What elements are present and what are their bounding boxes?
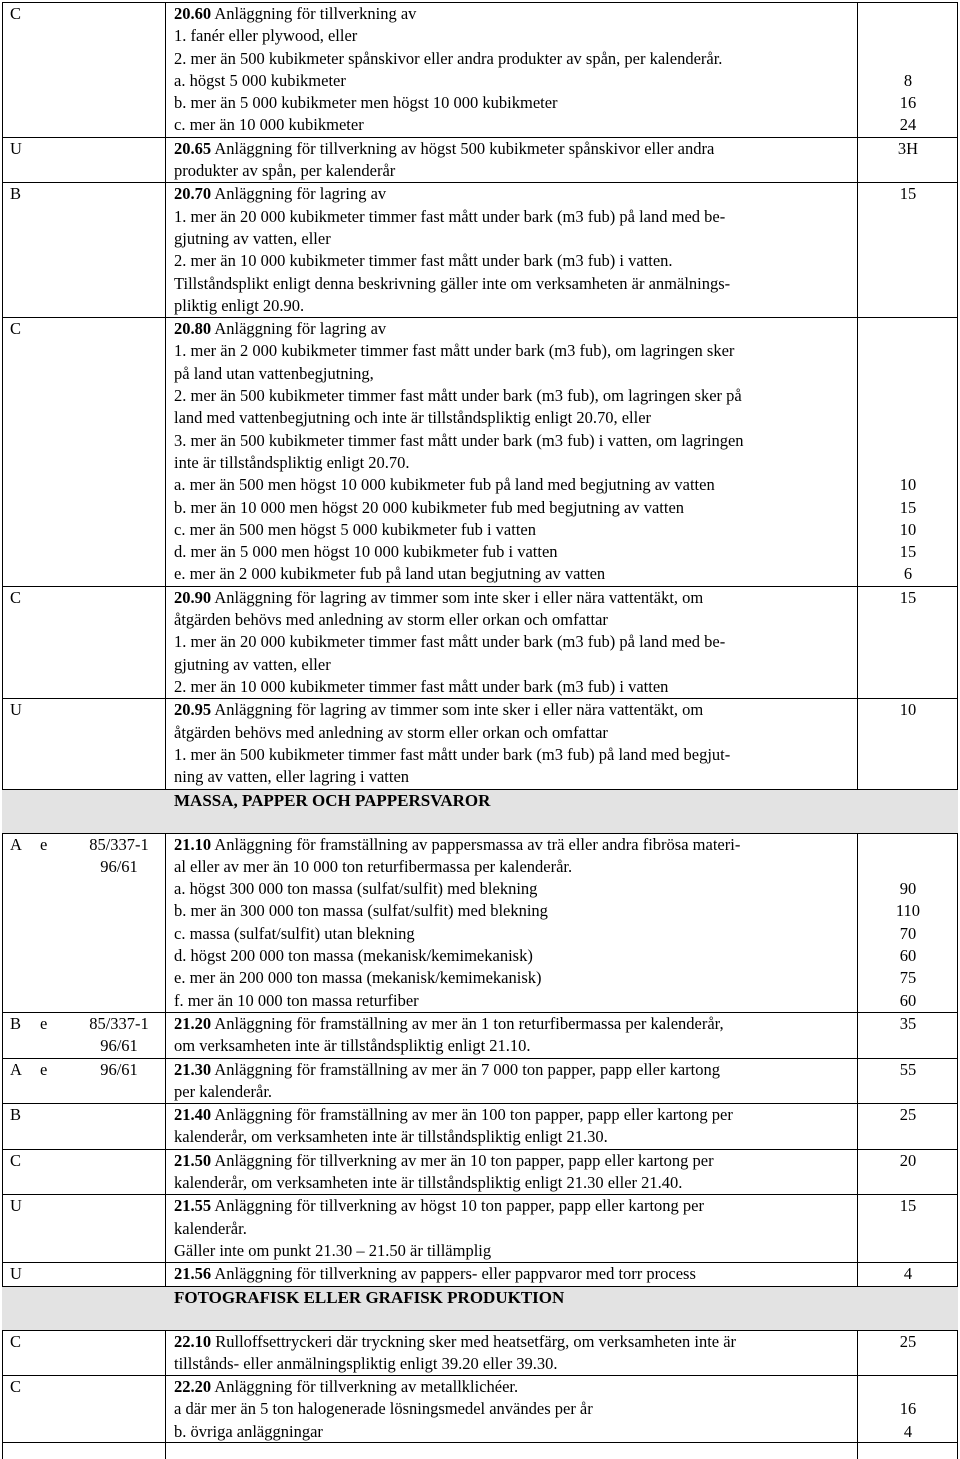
section-heading: FOTOGRAFISK ELLER GRAFISK PRODUKTION: [174, 1287, 565, 1307]
fee-column: [860, 1059, 956, 1104]
description-text: åtgärden behövs med anledning av storm eller orkan och omfattar: [174, 610, 608, 630]
activity-description: [174, 3, 862, 137]
activity-description: [174, 1331, 862, 1376]
description-line: [174, 363, 862, 385]
description-line: [174, 1150, 862, 1172]
directive-reference-line: 96/61: [100, 1059, 138, 1079]
table-row: [2, 2, 958, 137]
fee-column: [860, 1150, 956, 1195]
fee-column: [860, 834, 956, 1012]
description-text: d. högst 200 000 ton massa (mekanisk/kemimekanisk): [174, 945, 533, 965]
class-label: U: [10, 138, 22, 158]
description-text: inte är tillståndspliktig enligt 20.70.: [174, 452, 410, 472]
description-text: 2. mer än 10 000 kubikmeter timmer fast mått under bark (m3 fub) i vatten.: [174, 251, 673, 271]
activity-description: [174, 1376, 862, 1443]
description-text: pliktig enligt 20.90.: [174, 295, 305, 315]
class-label: A: [10, 834, 22, 854]
description-line: [174, 563, 862, 585]
fee-value: [860, 430, 956, 452]
fee-value: [860, 631, 956, 653]
description-text: b. mer än 300 000 ton massa (sulfat/sulfit) med blekning: [174, 901, 548, 921]
fee-value: 55: [899, 1059, 917, 1079]
fee-value: [860, 25, 956, 47]
description-line: [174, 1035, 862, 1057]
activity-code: 21.20: [174, 1013, 212, 1033]
description-line: [174, 250, 862, 272]
description-text: Anläggning för tillverkning av metallklichéer.: [211, 1377, 519, 1397]
fee-value: [860, 206, 956, 228]
description-line: [174, 834, 862, 856]
directive-reference: [74, 1013, 164, 1058]
eu-marker: e: [40, 1013, 48, 1033]
fee-value: [860, 856, 956, 878]
fee-value: [860, 295, 956, 317]
description-line: [174, 766, 862, 788]
description-line: [174, 541, 862, 563]
description-text: b. mer än 5 000 kubikmeter men högst 10 000 kubikmeter: [174, 93, 558, 113]
fee-column: [860, 587, 956, 698]
description-line: [174, 990, 862, 1012]
activity-description: [174, 1195, 862, 1262]
fee-value: [860, 722, 956, 744]
fee-value: [860, 676, 956, 698]
fee-column: [860, 1013, 956, 1058]
fee-value: 24: [899, 115, 917, 135]
fee-column: [860, 699, 956, 788]
description-text: c. mer än 10 000 kubikmeter: [174, 115, 364, 135]
description-line: [174, 587, 862, 609]
description-text: al eller av mer än 10 000 ton returfibermassa per kalenderår.: [174, 856, 573, 876]
description-line: [174, 900, 862, 922]
fee-value: [860, 766, 956, 788]
description-text: b. mer än 10 000 men högst 20 000 kubikmeter fub med begjutning av vatten: [174, 497, 685, 517]
table-row: [2, 1012, 958, 1058]
fee-value: 10: [899, 700, 917, 720]
description-text: 1. mer än 2 000 kubikmeter timmer fast mått under bark (m3 fub), om lagringen sker: [174, 341, 735, 361]
fee-column: [860, 183, 956, 317]
description-line: [174, 138, 862, 160]
description-line: [174, 340, 862, 362]
description-text: a. högst 300 000 ton massa (sulfat/sulfit) med blekning: [174, 879, 538, 899]
description-line: [174, 92, 862, 114]
fee-value: 6: [903, 564, 913, 584]
description-line: [174, 474, 862, 496]
description-text: Anläggning för framställning av pappersmassa av trä eller andra fibrösa materi-: [211, 834, 741, 854]
table-row: [2, 137, 958, 183]
description-line: [174, 609, 862, 631]
description-text: Anläggning för tillverkning av: [211, 4, 417, 23]
activity-code: 20.95: [174, 700, 212, 720]
table-row: [2, 1262, 958, 1285]
activity-description: [174, 1013, 862, 1058]
description-text: Anläggning för tillverkning av högst 10 ton papper, papp eller kartong per: [211, 1196, 704, 1216]
description-line: [174, 430, 862, 452]
description-text: Anläggning för lagring av: [211, 184, 387, 204]
fee-value: [860, 160, 956, 182]
description-line: [174, 1331, 862, 1353]
table-row: [2, 182, 958, 317]
activity-description: [174, 1059, 862, 1104]
description-line: [174, 722, 862, 744]
class-label: B: [10, 1105, 22, 1125]
fee-value: [860, 1035, 956, 1057]
description-text: gjutning av vatten, eller: [174, 228, 331, 248]
activity-code: 21.55: [174, 1196, 212, 1216]
description-text: a. högst 5 000 kubikmeter: [174, 70, 346, 90]
class-label: C: [10, 587, 22, 607]
directive-reference: [74, 1059, 164, 1081]
description-text: åtgärden behövs med anledning av storm eller orkan och omfattar: [174, 722, 608, 742]
description-text: 1. mer än 500 kubikmeter timmer fast mått under bark (m3 fub) på land med begjut-: [174, 744, 731, 764]
description-line: [174, 1398, 862, 1420]
description-text: d. mer än 5 000 men högst 10 000 kubikmeter fub i vatten: [174, 542, 558, 562]
activity-description: [174, 1263, 862, 1285]
activity-code: 20.60: [174, 4, 212, 23]
fee-value: [860, 452, 956, 474]
description-text: 1. fanér eller plywood, eller: [174, 26, 358, 46]
fee-value: 15: [899, 497, 917, 517]
directive-reference-line: 96/61: [100, 856, 138, 876]
class-label: U: [10, 1264, 22, 1284]
description-text: c. massa (sulfat/sulfit) utan blekning: [174, 923, 415, 943]
table-row: [2, 1330, 958, 1376]
description-line: [174, 1240, 862, 1262]
table-row: [2, 1058, 958, 1104]
fee-value: [860, 385, 956, 407]
fee-value: 25: [899, 1105, 917, 1125]
description-text: c. mer än 500 men högst 5 000 kubikmeter fub i vatten: [174, 519, 537, 539]
directive-reference: [74, 834, 164, 879]
description-line: [174, 744, 862, 766]
class-label: B: [10, 1013, 22, 1033]
description-line: [174, 228, 862, 250]
description-text: Anläggning för lagring av timmer som inte sker i eller nära vattentäkt, om: [211, 587, 704, 607]
description-text: e. mer än 200 000 ton massa (mekanisk/kemimekanisk): [174, 968, 542, 988]
description-text: kalenderår, om verksamheten inte är tillståndspliktig enligt 21.30.: [174, 1127, 608, 1147]
fee-value: [860, 407, 956, 429]
fee-value: [860, 1353, 956, 1375]
fee-value: 16: [899, 93, 917, 113]
description-text: 3. mer än 500 kubikmeter timmer fast mått under bark (m3 fub) i vatten, om lagringen: [174, 430, 744, 450]
activity-description: [174, 587, 862, 698]
description-line: [174, 114, 862, 136]
eu-marker: e: [40, 834, 48, 854]
class-label: U: [10, 1196, 22, 1216]
activity-description: [174, 138, 862, 183]
fee-value: 110: [895, 901, 921, 921]
class-label: A: [10, 1059, 22, 1079]
description-line: [174, 497, 862, 519]
description-text: tillstånds- eller anmälningspliktig enligt 39.20 eller 39.30.: [174, 1353, 558, 1373]
table-row: [2, 1149, 958, 1195]
fee-value: 10: [899, 519, 917, 539]
description-line: [174, 1353, 862, 1375]
class-label: C: [10, 319, 22, 339]
fee-value: 25: [899, 1331, 917, 1351]
fee-value: 60: [899, 945, 917, 965]
activity-code: 22.10: [174, 1331, 212, 1351]
fee-column: [860, 138, 956, 183]
description-line: [174, 295, 862, 317]
class-label: B: [10, 184, 22, 204]
description-text: gjutning av vatten, eller: [174, 654, 331, 674]
description-line: [174, 945, 862, 967]
activity-code: 22.20: [174, 1377, 212, 1397]
activity-code: 20.70: [174, 184, 212, 204]
fee-value: [860, 273, 956, 295]
description-text: 1. mer än 20 000 kubikmeter timmer fast mått under bark (m3 fub) på land med be-: [174, 206, 726, 226]
activity-code: 21.56: [174, 1264, 212, 1284]
description-line: [174, 699, 862, 721]
fee-column: [860, 3, 956, 137]
description-line: [174, 654, 862, 676]
description-text: Anläggning för framställning av mer än 100 ton papper, papp eller kartong per: [211, 1105, 733, 1125]
description-line: [174, 385, 862, 407]
description-text: Gäller inte om punkt 21.30 – 21.50 är tillämplig: [174, 1240, 492, 1260]
description-text: Anläggning för tillverkning av pappers- eller pappvaror med torr process: [211, 1264, 696, 1284]
activity-code: 20.90: [174, 587, 212, 607]
section-heading-row: [2, 789, 958, 833]
description-line: [174, 273, 862, 295]
fee-value: 75: [899, 968, 917, 988]
activity-code: 20.80: [174, 319, 212, 339]
description-text: Anläggning för tillverkning av mer än 10 ton papper, papp eller kartong per: [211, 1150, 714, 1170]
description-text: e. mer än 2 000 kubikmeter fub på land utan begjutning av vatten: [174, 564, 606, 584]
description-line: [174, 1376, 862, 1398]
description-line: [174, 206, 862, 228]
description-line: [174, 676, 862, 698]
fee-value: [860, 250, 956, 272]
description-line: [174, 1013, 862, 1035]
description-line: [174, 1126, 862, 1148]
description-line: [174, 1172, 862, 1194]
description-line: [174, 856, 862, 878]
fee-value: 8: [903, 70, 913, 90]
description-text: produkter av spån, per kalenderår: [174, 161, 396, 181]
eu-marker: e: [40, 1059, 48, 1079]
description-line: [174, 1059, 862, 1081]
class-label: C: [10, 4, 22, 23]
description-text: kalenderår, om verksamheten inte är tillståndspliktig enligt 21.30 eller 21.40.: [174, 1172, 683, 1192]
table-row: [2, 1194, 958, 1262]
description-line: [174, 25, 862, 47]
activity-description: [174, 1104, 862, 1149]
description-line: [174, 160, 862, 182]
table-row: [2, 317, 958, 586]
description-line: [174, 1218, 862, 1240]
class-label: C: [10, 1150, 22, 1170]
fee-value: 35: [899, 1013, 917, 1033]
fee-value: 10: [899, 475, 917, 495]
description-text: Anläggning för tillverkning av högst 500 kubikmeter spånskivor eller andra: [211, 138, 715, 158]
description-text: Tillståndsplikt enligt denna beskrivning gäller inte om verksamheten är anmälnings-: [174, 273, 731, 293]
fee-value: 16: [899, 1399, 917, 1419]
description-text: ning av vatten, eller lagring i vatten: [174, 767, 410, 787]
description-text: 1. mer än 20 000 kubikmeter timmer fast mått under bark (m3 fub) på land med be-: [174, 632, 726, 652]
description-text: på land utan vattenbegjutning,: [174, 363, 374, 383]
table-row: [2, 1103, 958, 1149]
description-text: Anläggning för lagring av timmer som inte sker i eller nära vattentäkt, om: [211, 700, 704, 720]
description-line: [174, 452, 862, 474]
section-heading: MASSA, PAPPER OCH PAPPERSVAROR: [174, 790, 491, 810]
description-text: 2. mer än 500 kubikmeter timmer fast mått under bark (m3 fub), om lagringen sker på: [174, 386, 742, 406]
fee-column: [860, 1376, 956, 1443]
directive-reference-line: 85/337-1: [89, 1013, 149, 1033]
fee-value: 15: [899, 1196, 917, 1216]
description-text: a. mer än 500 men högst 10 000 kubikmeter fub på land med begjutning av vatten: [174, 475, 715, 495]
fee-value: [860, 318, 956, 340]
fee-column: [860, 1263, 956, 1285]
fee-value: 60: [899, 990, 917, 1010]
description-text: 2. mer än 10 000 kubikmeter timmer fast mått under bark (m3 fub) i vatten: [174, 676, 669, 696]
description-text: Anläggning för framställning av mer än 7 000 ton papper, papp eller kartong: [211, 1059, 720, 1079]
fee-column: [860, 1104, 956, 1149]
class-label: C: [10, 1331, 22, 1351]
directive-reference-line: 85/337-1: [89, 834, 149, 854]
description-text: land med vattenbegjutning och inte är tillståndspliktig enligt 20.70, eller: [174, 408, 652, 428]
fee-value: [860, 363, 956, 385]
fee-value: 15: [899, 542, 917, 562]
activity-code: 21.10: [174, 834, 212, 854]
activity-description: [174, 1150, 862, 1195]
description-text: b. övriga anläggningar: [174, 1421, 323, 1441]
description-line: [174, 631, 862, 653]
fee-value: 20: [899, 1150, 917, 1170]
description-line: [174, 48, 862, 70]
table-row: [2, 1375, 958, 1443]
fee-value: [860, 1172, 956, 1194]
fee-value: 70: [899, 923, 917, 943]
activity-description: [174, 834, 862, 1012]
description-text: kalenderår.: [174, 1218, 247, 1238]
activity-description: [174, 183, 862, 317]
fee-value: [860, 48, 956, 70]
activity-description: [174, 699, 862, 788]
fee-value: [860, 1376, 956, 1398]
description-line: [174, 878, 862, 900]
fee-value: [860, 654, 956, 676]
fee-column: [860, 1195, 956, 1262]
description-text: om verksamheten inte är tillståndspliktig enligt 21.10.: [174, 1036, 531, 1056]
description-line: [174, 967, 862, 989]
description-line: [174, 1081, 862, 1103]
activity-code: 21.40: [174, 1105, 212, 1125]
description-text: 2. mer än 500 kubikmeter spånskivor eller andra produkter av spån, per kalenderår.: [174, 48, 723, 68]
fee-value: [860, 1126, 956, 1148]
fee-value: 15: [899, 184, 917, 204]
section-heading-row: [2, 1286, 958, 1330]
description-line: [174, 1104, 862, 1126]
description-line: [174, 1195, 862, 1217]
description-line: [174, 407, 862, 429]
description-text: Rulloffsettryckeri där tryckning sker med heatsetfärg, om verksamheten inte är: [211, 1331, 737, 1351]
description-text: a där mer än 5 ton halogenerade lösningsmedel användes per år: [174, 1399, 593, 1419]
fee-value: [860, 340, 956, 362]
activity-code: 20.65: [174, 138, 212, 158]
table-row: [2, 833, 958, 1012]
fee-value: 90: [899, 879, 917, 899]
fee-value: 4: [903, 1264, 913, 1284]
fee-value: 15: [899, 587, 917, 607]
fee-value: 3H: [897, 138, 919, 158]
fee-value: [860, 1218, 956, 1240]
description-line: [174, 1263, 862, 1285]
activity-description: [174, 318, 862, 586]
description-line: [174, 3, 862, 25]
fee-value: 4: [903, 1421, 913, 1441]
fee-value: [860, 609, 956, 631]
description-line: [174, 1421, 862, 1443]
description-line: [174, 70, 862, 92]
table-row: [2, 698, 958, 788]
activity-code: 21.50: [174, 1150, 212, 1170]
description-line: [174, 318, 862, 340]
fee-value: [860, 1240, 956, 1262]
class-label: U: [10, 700, 22, 720]
class-label: C: [10, 1377, 22, 1397]
fee-value: [860, 744, 956, 766]
fee-value: [860, 834, 956, 856]
description-text: per kalenderår.: [174, 1081, 273, 1101]
fee-column: [860, 1331, 956, 1376]
description-line: [174, 183, 862, 205]
fee-value: [860, 3, 956, 25]
activity-code: 21.30: [174, 1059, 212, 1079]
description-line: [174, 519, 862, 541]
description-text: Anläggning för lagring av: [211, 319, 387, 339]
description-text: f. mer än 10 000 ton massa returfiber: [174, 990, 419, 1010]
table-row: [2, 586, 958, 699]
fee-value: [860, 1081, 956, 1103]
description-text: Anläggning för framställning av mer än 1 ton returfibermassa per kalenderår,: [211, 1013, 724, 1033]
description-line: [174, 923, 862, 945]
fee-column: [860, 318, 956, 586]
directive-reference-line: 96/61: [100, 1036, 138, 1056]
fee-value: [860, 228, 956, 250]
